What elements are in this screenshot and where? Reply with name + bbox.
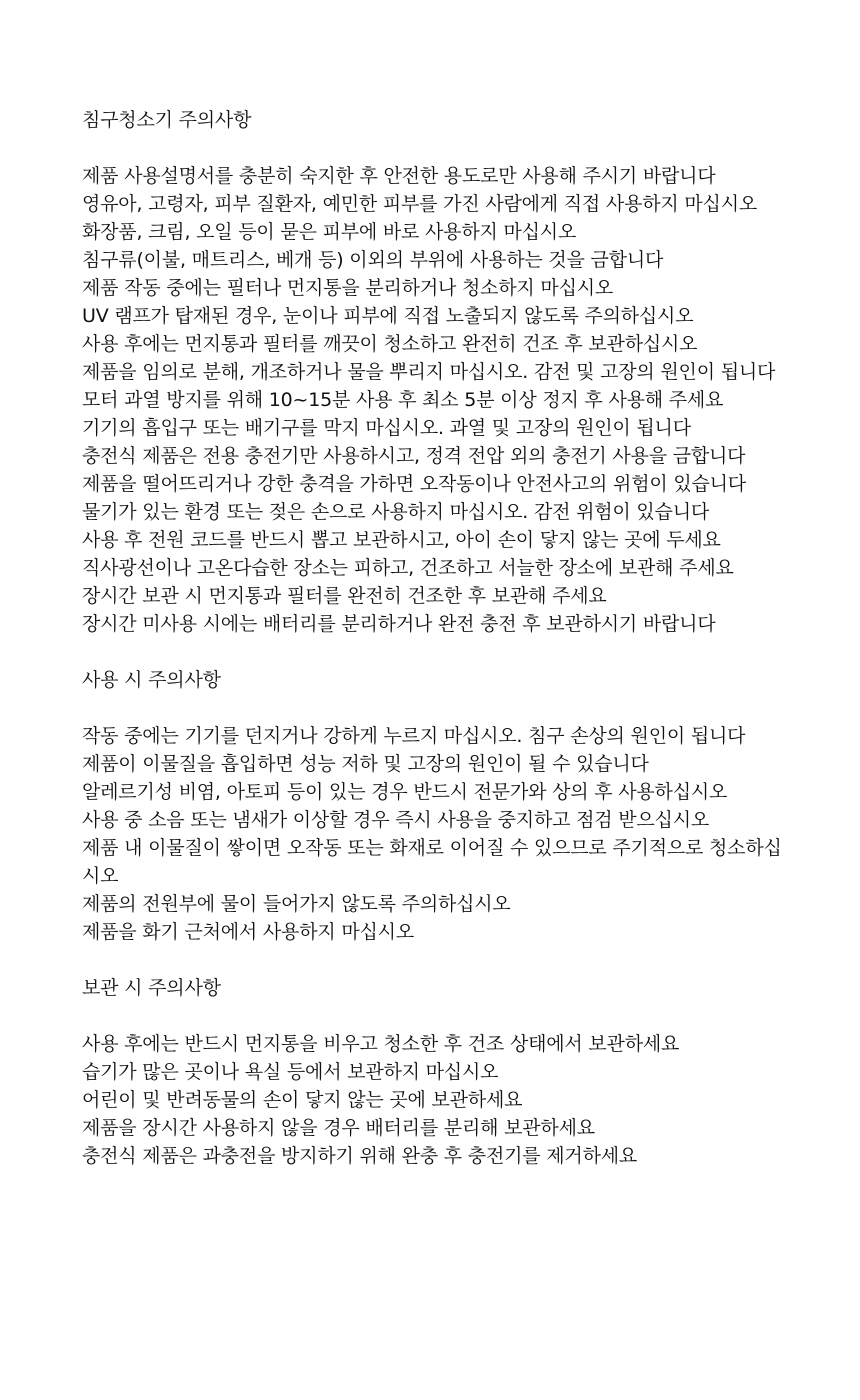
section-title: 침구청소기 주의사항 <box>82 109 252 131</box>
section-usage-cautions <box>82 666 782 946</box>
list-item: 습기가 많은 곳이나 욕실 등에서 보관하지 마십시오 <box>82 1061 499 1083</box>
list-item: 제품 작동 중에는 필터나 먼지통을 분리하거나 청소하지 마십시오 <box>82 277 614 299</box>
list-item: 충전식 제품은 과충전을 방지하기 위해 완충 후 충전기를 제거하세요 <box>82 1145 638 1167</box>
list-item: 알레르기성 비염, 아토피 등이 있는 경우 반드시 전문가와 상의 후 사용하십시오 <box>82 781 728 803</box>
section-storage-cautions <box>82 974 782 1170</box>
list-item: 모터 과열 방지를 위해 10~15분 사용 후 최소 5분 이상 정지 후 사용해 주세요 <box>82 389 724 411</box>
list-item: 장시간 미사용 시에는 배터리를 분리하거나 완전 충전 후 보관하시기 바랍니다 <box>82 613 716 635</box>
list-item: 기기의 흡입구 또는 배기구를 막지 마십시오. 과열 및 고장의 원인이 됩니다 <box>82 417 691 439</box>
list-item: 제품 내 이물질이 쌓이면 오작동 또는 화재로 이어질 수 있으므로 주기적으로 청소하십시오 <box>82 837 782 887</box>
list-item: 제품의 전원부에 물이 들어가지 않도록 주의하십시오 <box>82 893 511 915</box>
list-item: UV 램프가 탑재된 경우, 눈이나 피부에 직접 노출되지 않도록 주의하십시오 <box>82 305 694 327</box>
list-item: 사용 후에는 먼지통과 필터를 깨끗이 청소하고 완전히 건조 후 보관하십시오 <box>82 333 698 355</box>
list-item: 물기가 있는 환경 또는 젖은 손으로 사용하지 마십시오. 감전 위험이 있습니다 <box>82 501 710 523</box>
document-body <box>82 106 782 1170</box>
list-item: 장시간 보관 시 먼지통과 필터를 완전히 건조한 후 보관해 주세요 <box>82 585 607 607</box>
list-item: 영유아, 고령자, 피부 질환자, 예민한 피부를 가진 사람에게 직접 사용하지 마십시오 <box>82 193 757 215</box>
spacer <box>82 134 782 162</box>
list-item: 작동 중에는 기기를 던지거나 강하게 누르지 마십시오. 침구 손상의 원인이 됩니다 <box>82 725 746 747</box>
list-item: 충전식 제품은 전용 충전기만 사용하시고, 정격 전압 외의 충전기 사용을 금합니다 <box>82 445 746 467</box>
section-title: 보관 시 주의사항 <box>82 977 221 999</box>
list-item: 제품을 장시간 사용하지 않을 경우 배터리를 분리해 보관하세요 <box>82 1117 595 1139</box>
list-item: 화장품, 크림, 오일 등이 묻은 피부에 바로 사용하지 마십시오 <box>82 221 577 243</box>
list-item: 사용 후에는 반드시 먼지통을 비우고 청소한 후 건조 상태에서 보관하세요 <box>82 1033 680 1055</box>
section-title: 사용 시 주의사항 <box>82 669 221 691</box>
list-item: 제품을 화기 근처에서 사용하지 마십시오 <box>82 921 414 943</box>
list-item: 제품을 임의로 분해, 개조하거나 물을 뿌리지 마십시오. 감전 및 고장의 원인이 됩니다 <box>82 361 776 383</box>
spacer <box>82 638 782 666</box>
list-item: 침구류(이불, 매트리스, 베개 등) 이외의 부위에 사용하는 것을 금합니다 <box>82 249 664 271</box>
section-bedding-cleaner-cautions <box>82 106 782 638</box>
spacer <box>82 694 782 722</box>
list-item: 사용 후 전원 코드를 반드시 뽑고 보관하시고, 아이 손이 닿지 않는 곳에 두세요 <box>82 529 721 551</box>
list-item: 사용 중 소음 또는 냄새가 이상할 경우 즉시 사용을 중지하고 점검 받으십시오 <box>82 809 710 831</box>
spacer <box>82 1002 782 1030</box>
list-item: 직사광선이나 고온다습한 장소는 피하고, 건조하고 서늘한 장소에 보관해 주세요 <box>82 557 734 579</box>
list-item: 제품이 이물질을 흡입하면 성능 저하 및 고장의 원인이 될 수 있습니다 <box>82 753 649 775</box>
spacer <box>82 946 782 974</box>
list-item: 제품 사용설명서를 충분히 숙지한 후 안전한 용도로만 사용해 주시기 바랍니다 <box>82 165 716 187</box>
list-item: 제품을 떨어뜨리거나 강한 충격을 가하면 오작동이나 안전사고의 위험이 있습니다 <box>82 473 746 495</box>
list-item: 어린이 및 반려동물의 손이 닿지 않는 곳에 보관하세요 <box>82 1089 523 1111</box>
